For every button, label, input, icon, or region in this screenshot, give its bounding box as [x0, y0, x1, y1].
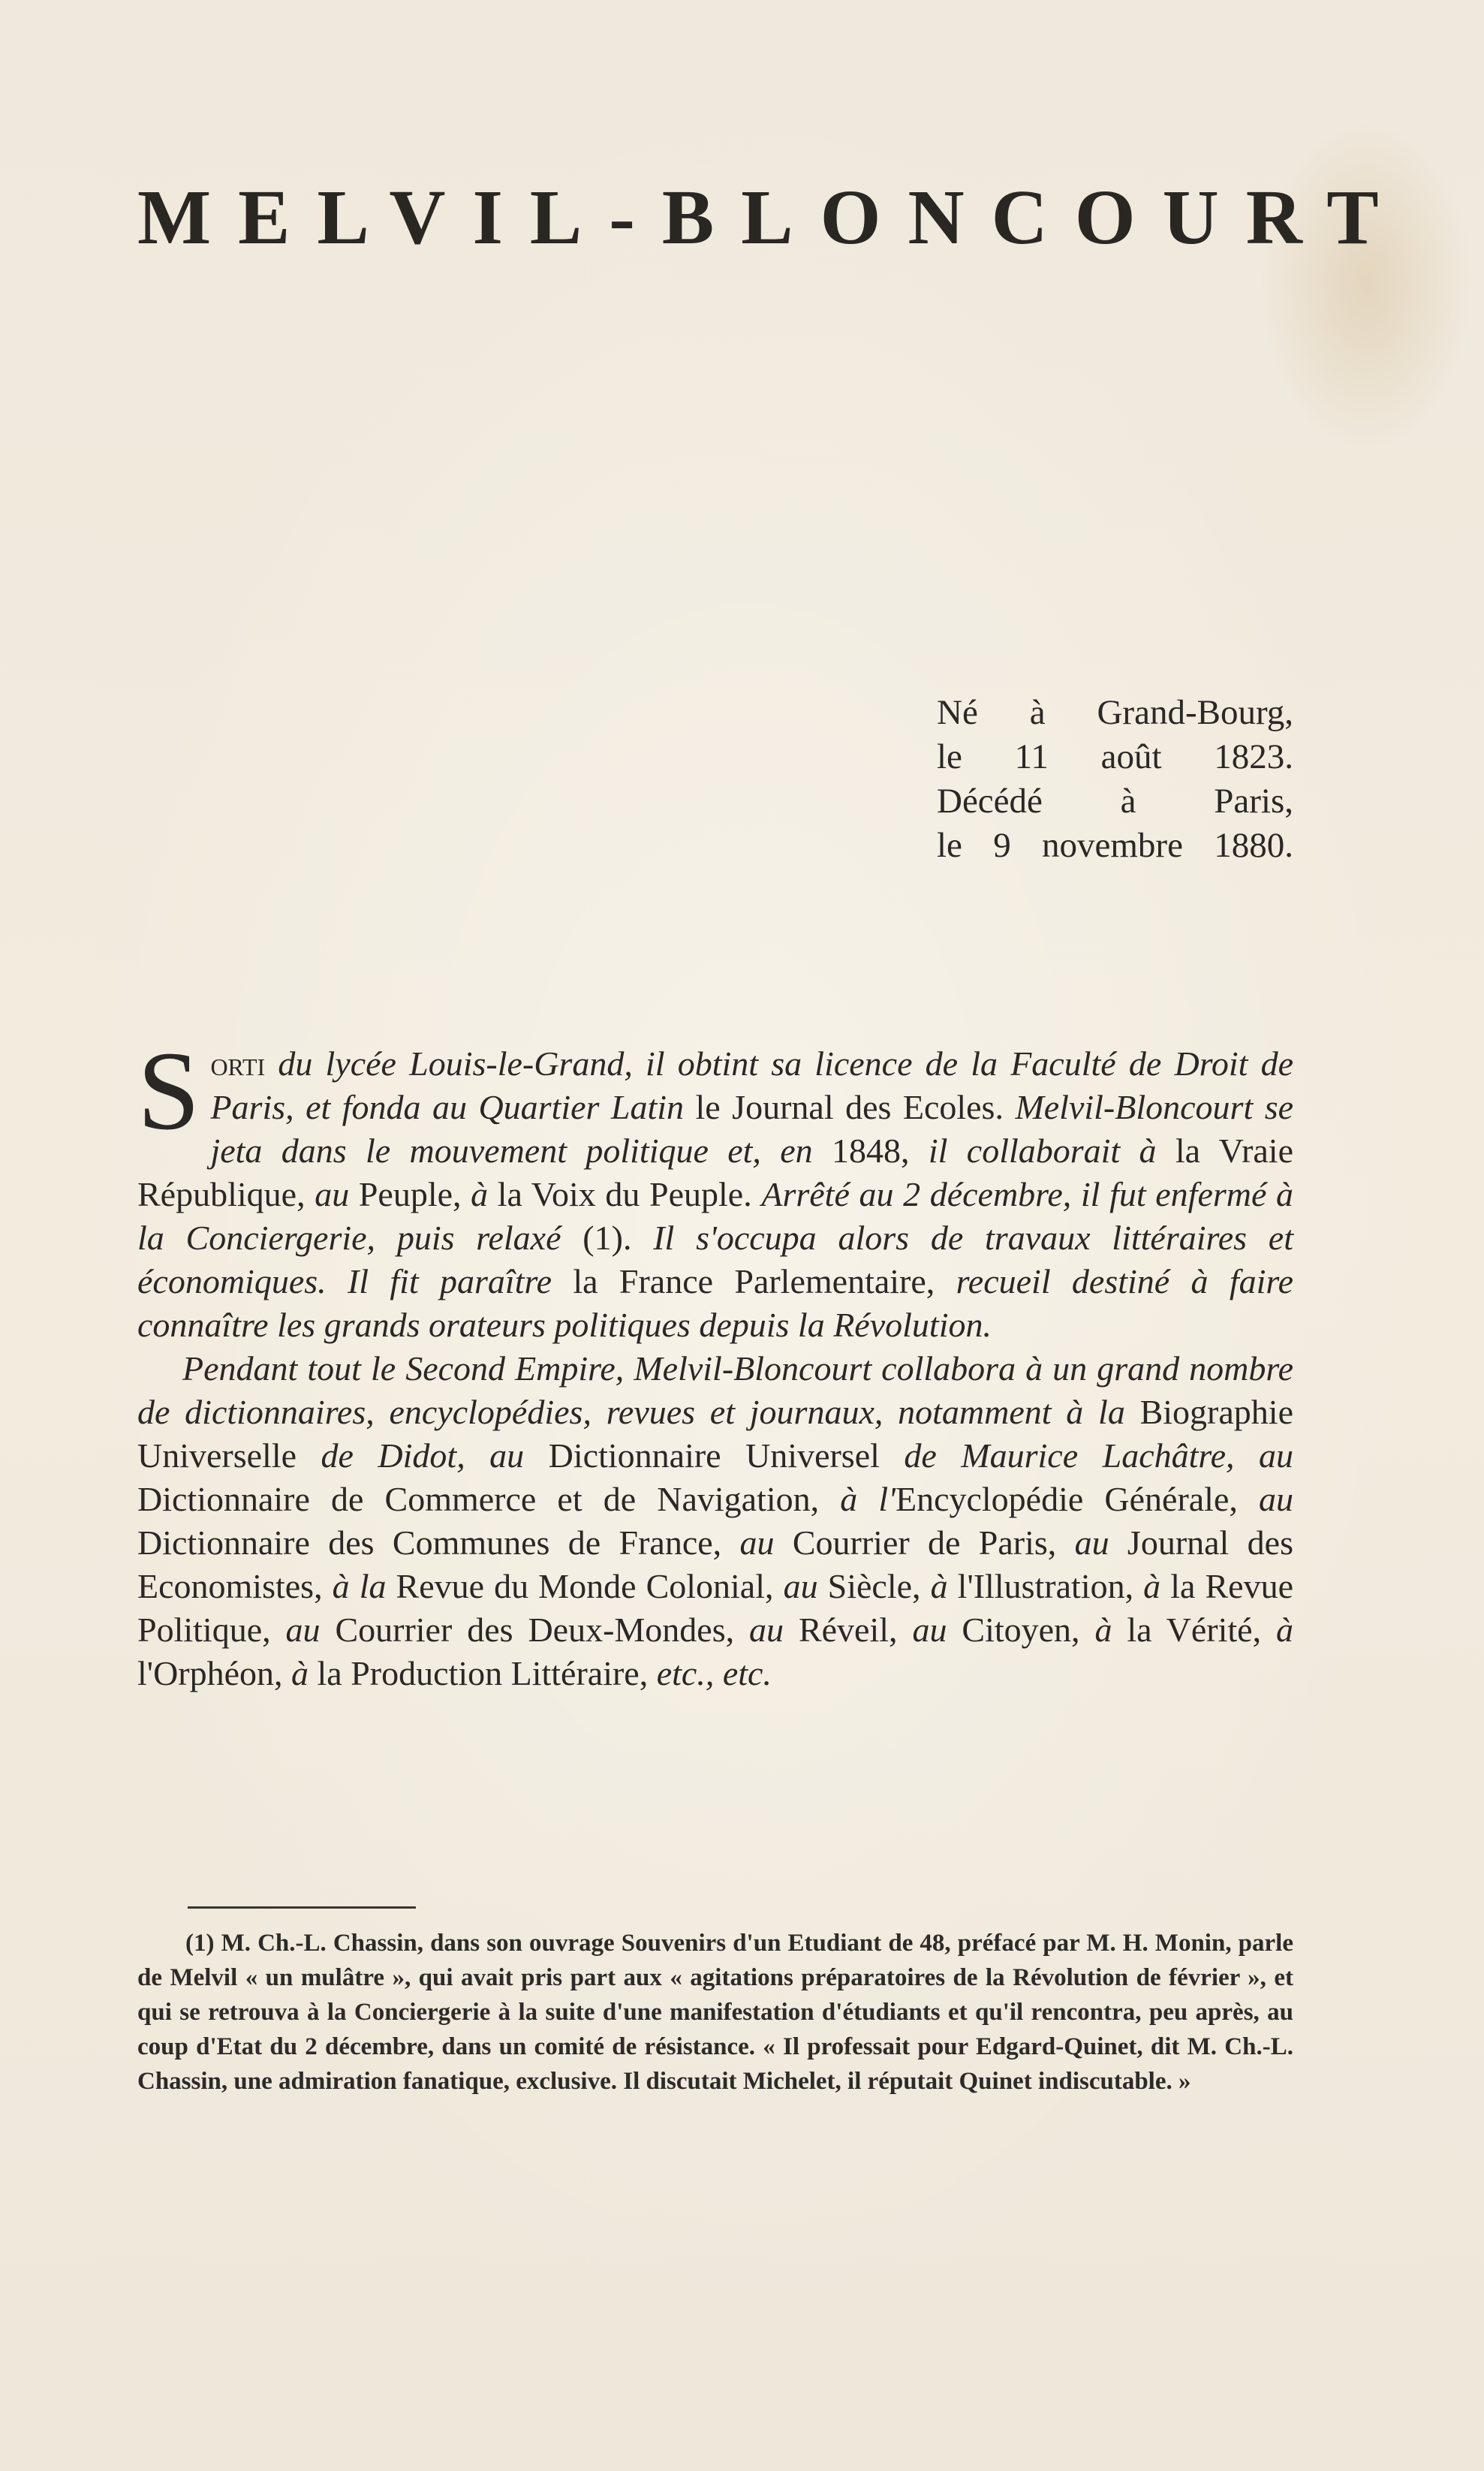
- text-run: l'Illustration,: [947, 1567, 1144, 1605]
- text-run: au: [739, 1523, 775, 1562]
- text-run: la Revue Politique,: [137, 1567, 1294, 1649]
- text-run: à la: [332, 1567, 387, 1605]
- text-run: à l': [840, 1480, 896, 1518]
- text-run: au: [783, 1567, 818, 1605]
- text-run: Dictionnaire Universel: [524, 1436, 905, 1475]
- text-run: à: [1143, 1567, 1161, 1605]
- text-run: Dictionnaire de Commerce et de Navigation,: [137, 1480, 841, 1518]
- text-run: l'Orphéon,: [137, 1654, 292, 1692]
- text-run: Courrier des Deux-Mondes,: [320, 1611, 750, 1649]
- text-run: de Maurice Lachâtre, au: [904, 1436, 1293, 1475]
- text-run: de Didot, au: [321, 1436, 525, 1475]
- text-run: Réveil,: [784, 1611, 913, 1649]
- text-run: recueil destiné à faire connaître les grands orateurs politiques depuis la Révolution.: [137, 1262, 1294, 1344]
- footnote: [137, 1926, 1293, 2099]
- text-run: il collaborait à: [928, 1132, 1157, 1170]
- text-run: la Vérité,: [1112, 1611, 1277, 1649]
- text-run: au: [1258, 1480, 1293, 1518]
- date-line: le 11 août 1823.: [937, 737, 1293, 776]
- text-run: à: [1094, 1611, 1112, 1649]
- drop-cap: S: [137, 1029, 200, 1153]
- text-run: Melvil-Bloncourt se jeta dans le mouvement politique et, en: [210, 1088, 1294, 1170]
- text-run: Journal des Economistes,: [137, 1523, 1293, 1605]
- text-run: Dictionnaire des Communes de France,: [137, 1523, 740, 1562]
- text-run: à: [1276, 1611, 1294, 1649]
- text-run: la Vraie République,: [137, 1132, 1294, 1213]
- paragraph-1: [137, 1029, 1294, 1347]
- text-run: 1848,: [832, 1132, 929, 1170]
- text-run: Siècle,: [817, 1567, 931, 1605]
- text-run: à: [930, 1567, 948, 1605]
- text-run: (1) M. Ch.-L. Chassin, dans son ouvrage: [185, 1930, 622, 1957]
- text-run: (1).: [561, 1219, 654, 1257]
- text-run: Encyclopédie Générale,: [895, 1480, 1259, 1518]
- date-line: Décédé à Paris,: [937, 782, 1293, 821]
- text-run: Courrier de Paris,: [774, 1523, 1075, 1562]
- page-title: MELVIL-BLONCOURT: [137, 174, 1406, 261]
- text-run: au: [749, 1611, 784, 1649]
- text-run: au: [315, 1175, 350, 1213]
- text-run: Pendant tout le Second Empire, Melvil-Bloncourt collabora à un grand nombre de dictionnaires, encyclopédies, revues et journaux, notamment à la: [137, 1349, 1293, 1431]
- text-run: Souvenirs d'un Etudiant de 48,: [621, 1930, 951, 1957]
- text-run: à: [291, 1654, 309, 1692]
- text-run: etc., etc.: [656, 1654, 772, 1692]
- paragraph-2: [137, 1347, 1293, 1695]
- text-run: Peuple,: [349, 1175, 471, 1213]
- text-run: Arrêté au 2 décembre, il fut enfermé à la Conciergerie, puis relaxé: [137, 1175, 1294, 1257]
- text-run: au: [912, 1611, 947, 1649]
- text-run: la Production Littéraire,: [309, 1654, 657, 1692]
- text-run: Il s'occupa alors de travaux littéraires et économiques. Il fit paraître: [137, 1219, 1294, 1300]
- text-run: préfacé par M. H. Monin, parle de Melvil « un mulâtre », qui avait pris part aux « agitations préparatoires de la Révolution de février », et qui se retrouva à la Conciergerie à la suite d'une manifestation d'étudiants et qu'il rencontra, peu après, au coup d'Etat du 2 décembre, dans un comité de résistance. « Il professait pour Edgard-Quinet, dit M. Ch.-L. Chassin, une admiration fanatique, exclusive. Il discutait Michelet, il réputait Quinet indiscutable. »: [137, 1930, 1293, 2095]
- biography-text: [137, 1029, 1294, 1695]
- text-run: orti: [210, 1044, 266, 1083]
- text-run: Biographie Universelle: [137, 1393, 1293, 1475]
- text-run: Citoyen,: [947, 1611, 1095, 1649]
- footnote-divider: [188, 1906, 416, 1909]
- text-run: à: [471, 1175, 489, 1213]
- text-run: au: [285, 1611, 321, 1649]
- birth-death-dates: [937, 691, 1293, 868]
- text-run: du lycée Louis-le-Grand, il obtint sa licence de la Faculté de Droit de Paris, et fonda au Quartier Latin: [210, 1044, 1293, 1126]
- date-line: le 9 novembre 1880.: [937, 826, 1293, 865]
- text-run: la France Parlementaire,: [552, 1262, 956, 1300]
- text-run: la Voix du Peuple.: [488, 1175, 762, 1213]
- text-run: au: [1074, 1523, 1109, 1562]
- text-run: le Journal des Ecoles.: [684, 1088, 1016, 1126]
- date-line: Né à Grand-Bourg,: [937, 693, 1293, 732]
- text-run: Revue du Monde Colonial,: [386, 1567, 784, 1605]
